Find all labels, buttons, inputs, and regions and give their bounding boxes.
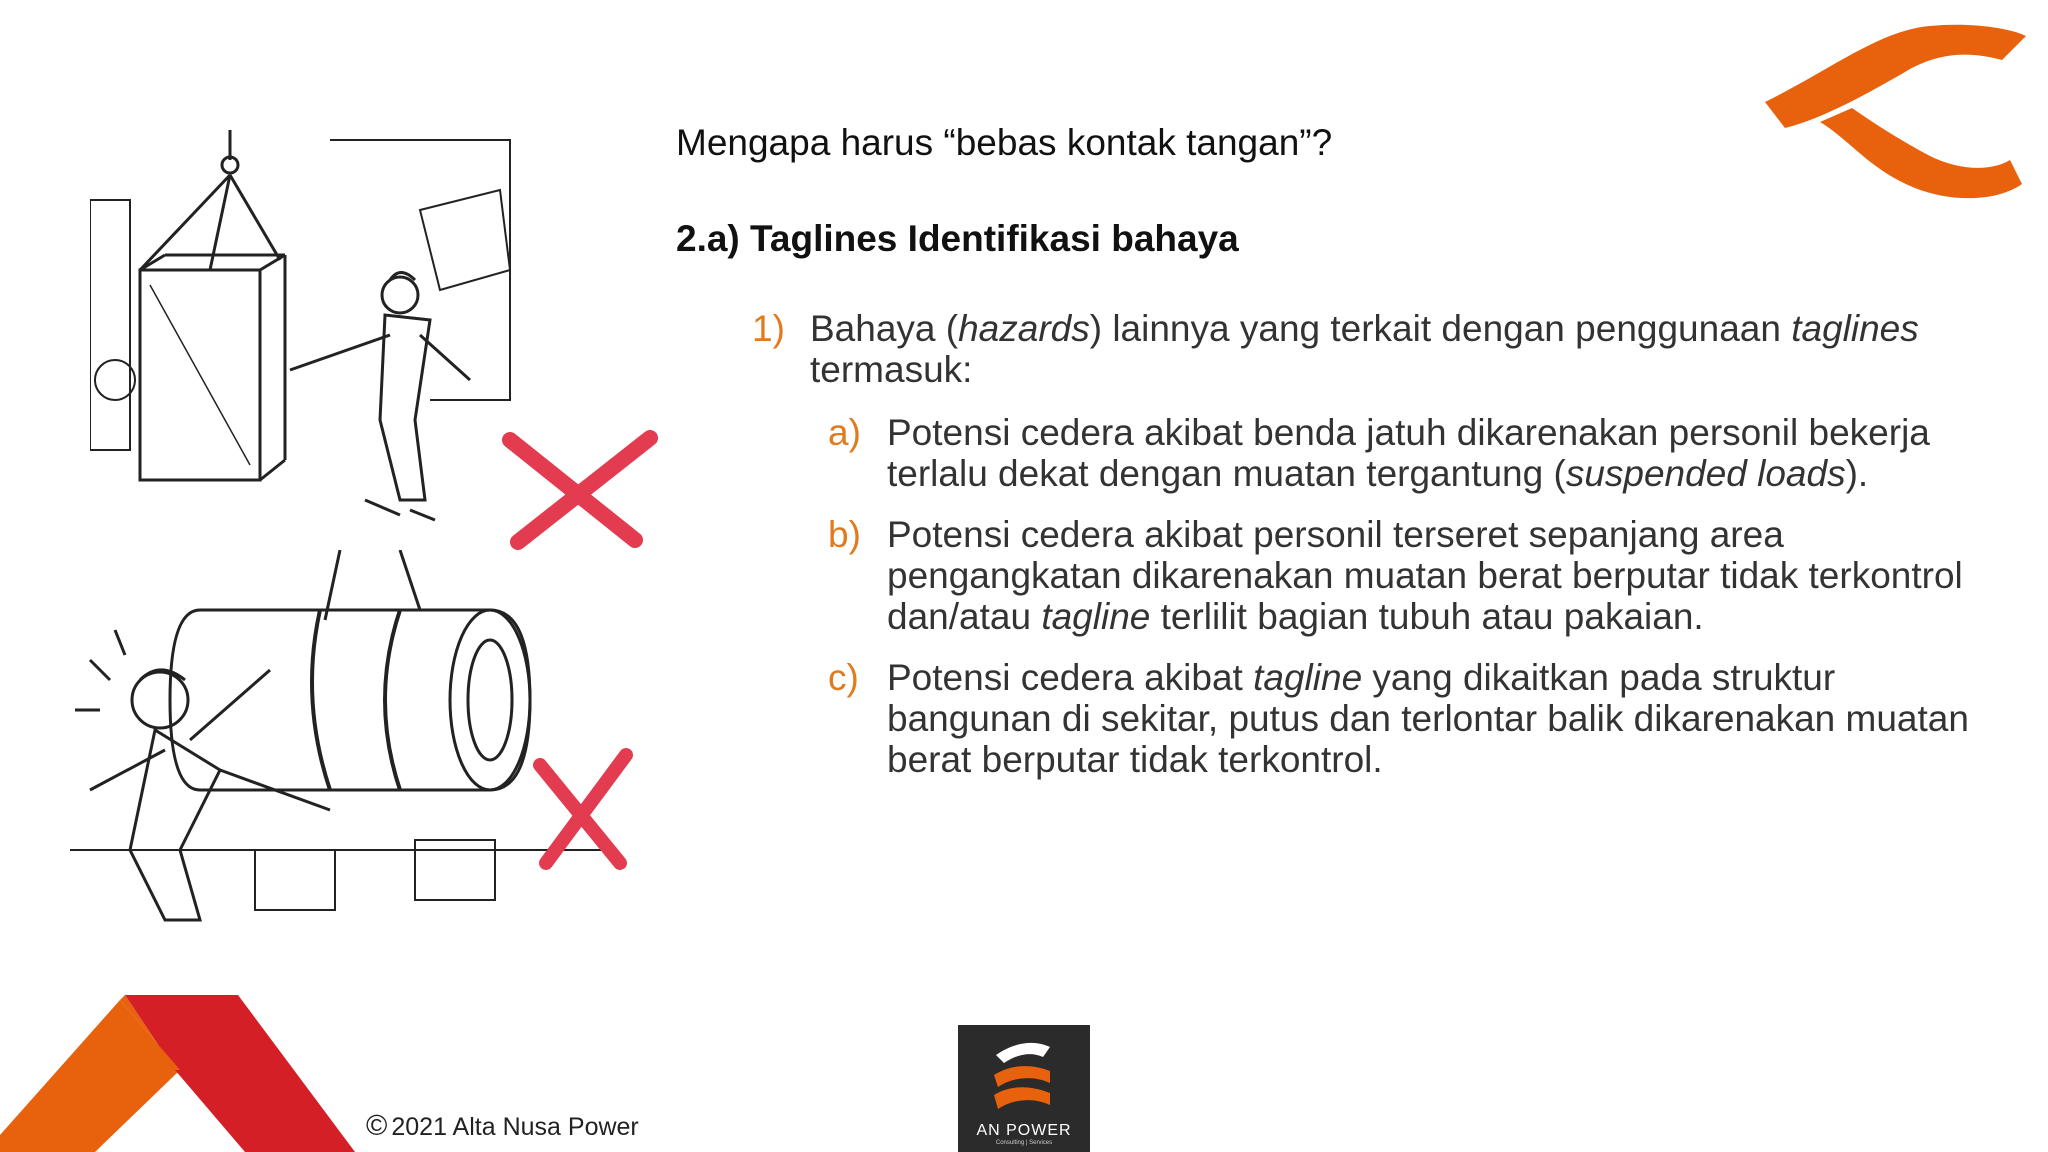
logo-name: AN POWER <box>976 1122 1072 1139</box>
an-power-logo <box>958 1025 1090 1152</box>
copyright-footer <box>366 1110 639 1143</box>
text-segment: Bahaya ( <box>810 308 959 349</box>
slide-question: Mengapa harus “bebas kontak tangan”? <box>676 122 1333 163</box>
sub-item-a <box>828 412 2008 494</box>
sub-item-b <box>828 514 2008 637</box>
copyright-symbol: © <box>366 1110 388 1142</box>
suspended-load-illustration <box>90 120 560 540</box>
italic-term: hazards <box>958 308 1090 349</box>
orange-swoosh-logo-icon <box>1740 10 2040 220</box>
list-letter: c) <box>828 657 859 698</box>
sub-item-text <box>887 514 2008 637</box>
list-letter: a) <box>828 412 861 453</box>
red-cross-icon <box>528 745 638 875</box>
text-segment: yang dikaitkan pada struktur bangunan di sekitar, putus dan terlontar balik dikarenakan muatan berat berputar tidak terkontrol. <box>887 657 1969 780</box>
text-segment: Potensi cedera akibat <box>887 657 1254 698</box>
list-number: 1) <box>752 308 785 349</box>
text-segment: ) lainnya yang terkait dengan penggunaan <box>1089 308 1792 349</box>
corner-decoration <box>0 995 360 1152</box>
sub-item-c <box>828 657 2008 780</box>
italic-term: suspended loads <box>1565 453 1846 494</box>
italic-term: taglines <box>1791 308 1919 349</box>
sub-item-text <box>887 412 2008 494</box>
list-item-text <box>810 308 1982 390</box>
text-segment: ). <box>1845 453 1869 494</box>
list-letter: b) <box>828 514 861 555</box>
slide-heading: 2.a) Taglines Identifikasi bahaya <box>676 218 1239 259</box>
text-segment: terlilit bagian tubuh atau pakaian. <box>1150 596 1704 637</box>
copyright-text: 2021 Alta Nusa Power <box>391 1113 639 1141</box>
sub-item-text <box>887 657 2008 780</box>
text-segment: termasuk: <box>810 349 973 390</box>
italic-term: tagline <box>1041 596 1151 637</box>
text-segment: Potensi cedera akibat benda jatuh dikarenakan personil bekerja terlalu dekat dengan muatan tergantung ( <box>887 412 1930 494</box>
logo-tagline: Consulting | Services <box>995 1140 1053 1146</box>
italic-term: tagline <box>1253 657 1363 698</box>
red-cross-icon <box>500 430 660 550</box>
text-segment: Potensi cedera akibat personil terseret sepanjang area pengangkatan dikarenakan muatan berat berputar tidak terkontrol dan/atau <box>887 514 1963 637</box>
list-item-1 <box>752 308 1982 390</box>
an-power-mark-icon <box>988 1037 1060 1117</box>
